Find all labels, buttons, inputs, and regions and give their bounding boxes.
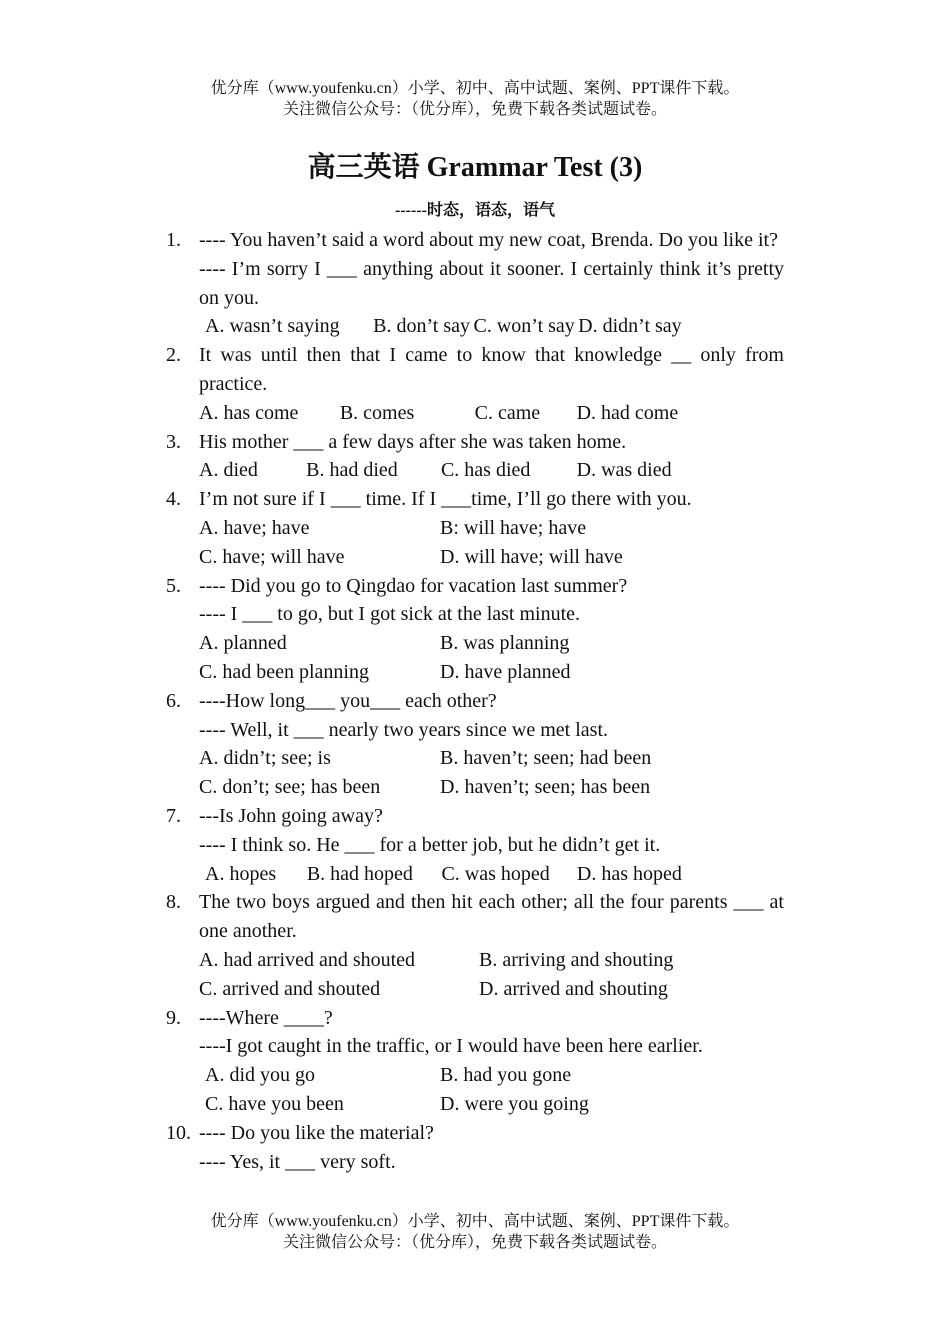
answer-option: B. arriving and shouting (479, 948, 674, 971)
answer-option: A. died (199, 459, 258, 482)
question-number: 4. (166, 488, 181, 511)
question-number: 3. (166, 430, 181, 453)
question-5 (166, 572, 784, 687)
option-row (199, 773, 784, 802)
question-text: His mother ___ a few days after she was taken home. (199, 430, 627, 453)
question-text: ---- I’m sorry I ___ anything about it sooner. I certainly think it’s pretty on you. (199, 257, 784, 309)
option-row (199, 456, 784, 485)
question-1 (166, 226, 784, 341)
option-row (199, 514, 784, 543)
question-text: The two boys argued and then hit each other; all the four parents ___ at one another. (199, 891, 784, 943)
option-row (199, 946, 784, 975)
answer-option: C. has died (440, 459, 531, 482)
question-text: ----I got caught in the traffic, or I would have been here earlier. (199, 1035, 703, 1058)
option-row (199, 975, 784, 1004)
question-2 (166, 341, 784, 427)
answer-option: A. didn’t; see; is (199, 747, 331, 770)
answer-option: C. have; will have (199, 545, 345, 568)
answer-option: A. had arrived and shouted (199, 948, 416, 971)
answer-option: A. wasn’t saying (205, 315, 340, 338)
option-row (199, 399, 784, 428)
question-number: 5. (166, 574, 181, 597)
page-header (0, 78, 950, 120)
answer-option: B: will have; have (440, 516, 587, 539)
question-text: It was until then that I came to know that knowledge __ only from practice. (199, 344, 784, 395)
question-number: 10. (166, 1121, 191, 1144)
question-text: ---- You haven’t said a word about my new coat, Brenda. Do you like it? (199, 229, 778, 251)
question-text: I’m not sure if I ___ time. If I ___time, I’ll go there with you. (199, 488, 692, 511)
answer-option: D. was died (576, 459, 672, 482)
answer-option: A. planned (199, 632, 287, 655)
option-row (199, 744, 784, 773)
question-number: 6. (166, 689, 181, 712)
question-number: 9. (166, 1006, 181, 1029)
answer-option: D. had come (576, 401, 679, 424)
answer-option: B. had you gone (440, 1064, 572, 1087)
question-10 (166, 1119, 784, 1177)
question-7 (166, 802, 784, 888)
question-text: ---- Yes, it ___ very soft. (199, 1150, 396, 1173)
answer-option: A. has come (199, 401, 299, 424)
footer-line-1: 优分库（www.youfenku.cn）小学、初中、高中试题、案例、PPT课件下载。 (210, 1213, 740, 1230)
answer-option: A. did you go (205, 1064, 315, 1087)
answer-option: C. won’t say (473, 315, 575, 338)
option-row (199, 543, 784, 572)
answer-option: C. arrived and shouted (199, 977, 381, 1000)
option-row (199, 312, 784, 341)
question-8 (166, 888, 784, 1003)
answer-option: C. came (474, 401, 541, 424)
answer-option: D. arrived and shouting (479, 977, 668, 1000)
answer-option: D. have planned (440, 660, 571, 683)
answer-option: D. has hoped (576, 862, 682, 885)
answer-option: B. was planning (440, 632, 570, 655)
header-line-2: 关注微信公众号：（优分库），免费下载各类试题试卷。 (282, 101, 667, 118)
answer-option: B. had died (306, 459, 398, 482)
question-9 (166, 1004, 784, 1119)
answer-option: B. comes (339, 401, 415, 424)
option-row (199, 629, 784, 658)
answer-option: D. will have; will have (440, 545, 623, 568)
option-row (199, 1090, 784, 1119)
question-text: ----How long___ you___ each other? (199, 689, 497, 712)
answer-option: D. were you going (440, 1092, 589, 1115)
option-row (199, 658, 784, 687)
answer-option: B. don’t say (373, 315, 470, 338)
footer-line-2: 关注微信公众号：（优分库），免费下载各类试题试卷。 (282, 1234, 667, 1251)
question-text: ---- I think so. He ___ for a better job, but he didn’t get it. (199, 833, 661, 856)
question-text: ---Is John going away? (199, 804, 383, 827)
answer-option: D. didn’t say (578, 315, 682, 338)
answer-option: A. hopes (205, 862, 277, 885)
question-text: ---- Do you like the material? (199, 1121, 434, 1144)
option-row (199, 860, 784, 889)
question-number: 1. (166, 229, 181, 251)
question-number: 7. (166, 804, 181, 827)
question-3 (166, 428, 784, 486)
question-text: ---- Well, it ___ nearly two years since we met last. (199, 718, 609, 741)
question-text: ---- I ___ to go, but I got sick at the last minute. (199, 603, 581, 626)
question-4 (166, 485, 784, 571)
answer-option: B. haven’t; seen; had been (440, 747, 652, 770)
question-6 (166, 687, 784, 802)
option-row (199, 1061, 784, 1090)
page-title: 高三英语 Grammar Test (3) (307, 152, 643, 183)
page-footer (0, 1211, 950, 1253)
answer-option: C. was hoped (441, 862, 550, 885)
answer-option: C. have you been (205, 1092, 344, 1115)
header-line-1: 优分库（www.youfenku.cn）小学、初中、高中试题、案例、PPT课件下载。 (210, 80, 740, 97)
page-subtitle: ------时态，语态，语气 (395, 202, 555, 219)
answer-option: D. haven’t; seen; has been (440, 776, 651, 799)
answer-option: C. had been planning (199, 660, 369, 683)
answer-option: A. have; have (199, 516, 310, 539)
question-list (166, 226, 784, 1176)
question-text: ----Where ____? (199, 1006, 333, 1029)
question-text: ---- Did you go to Qingdao for vacation last summer? (199, 574, 628, 597)
answer-option: B. had hoped (306, 862, 413, 885)
question-number: 8. (166, 891, 181, 914)
question-number: 2. (166, 344, 181, 367)
answer-option: C. don’t; see; has been (199, 776, 381, 799)
